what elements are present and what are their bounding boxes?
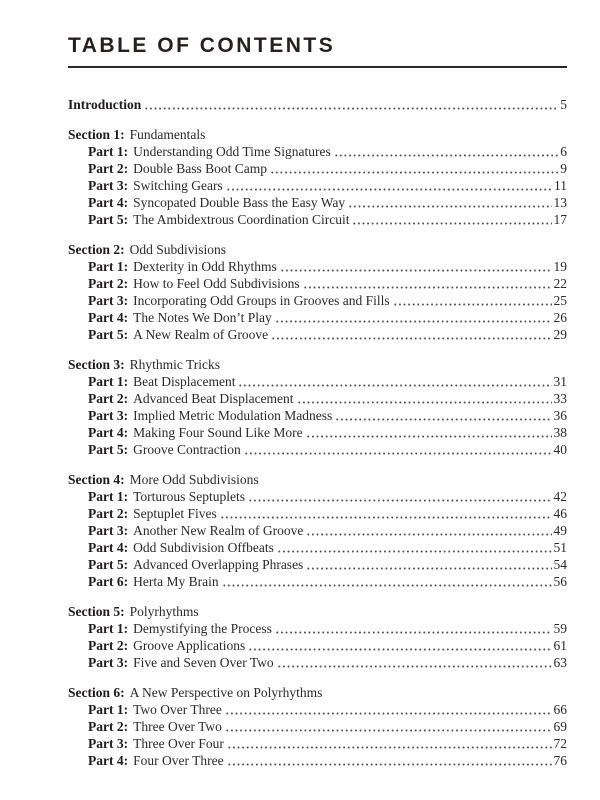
page-number: 29 <box>553 327 567 342</box>
part-title: Torturous Septuplets <box>133 489 246 504</box>
dot-leader <box>271 326 551 343</box>
page-number: 51 <box>553 540 567 555</box>
dot-leader <box>270 160 558 177</box>
title-rule <box>68 66 567 68</box>
dot-leader <box>275 309 552 326</box>
part-label: Part 1: <box>88 259 129 274</box>
part-title: Another New Realm of Groove <box>133 523 304 538</box>
page-number: 25 <box>553 293 567 308</box>
page-number: 69 <box>553 719 567 734</box>
part-label: Part 3: <box>88 736 129 751</box>
part-label: Part 5: <box>88 442 129 457</box>
part-title: Three Over Two <box>133 719 222 734</box>
page-number: 13 <box>553 195 567 210</box>
part-row <box>68 177 567 194</box>
part-row <box>68 701 567 718</box>
toc-intro-row <box>68 96 567 113</box>
page-number: 46 <box>553 506 567 521</box>
dot-leader <box>277 654 552 671</box>
part-label: Part 2: <box>88 391 129 406</box>
part-row <box>68 637 567 654</box>
part-title: Switching Gears <box>133 178 223 193</box>
toc-list <box>68 96 567 769</box>
dot-leader <box>244 441 552 458</box>
dot-leader <box>306 522 551 539</box>
part-title: Herta My Brain <box>133 574 219 589</box>
dot-leader <box>306 556 551 573</box>
dot-leader <box>352 211 551 228</box>
dot-leader <box>144 96 558 113</box>
part-title: Five and Seven Over Two <box>133 655 274 670</box>
page-number: 36 <box>553 408 567 423</box>
part-label: Part 2: <box>88 161 129 176</box>
part-label: Part 1: <box>88 621 129 636</box>
part-row <box>68 505 567 522</box>
dot-leader <box>334 143 559 160</box>
section-title: A New Perspective on Polyrhythms <box>129 685 323 700</box>
part-row <box>68 522 567 539</box>
part-title: Three Over Four <box>133 736 224 751</box>
page-number: 56 <box>553 574 567 589</box>
part-row <box>68 143 567 160</box>
part-label: Part 5: <box>88 212 129 227</box>
part-row <box>68 556 567 573</box>
page-number: 5 <box>560 97 567 112</box>
page-number: 49 <box>553 523 567 538</box>
section-header-row <box>68 356 567 373</box>
page-number: 59 <box>553 621 567 636</box>
part-label: Part 4: <box>88 425 129 440</box>
section-header-row <box>68 126 567 143</box>
dot-leader <box>303 275 552 292</box>
part-row <box>68 488 567 505</box>
part-label: Part 2: <box>88 719 129 734</box>
section-label: Section 1: <box>68 127 125 142</box>
part-title: Incorporating Odd Groups in Grooves and Fills <box>133 293 390 308</box>
part-label: Part 3: <box>88 655 129 670</box>
part-row <box>68 752 567 769</box>
dot-leader <box>348 194 551 211</box>
part-row <box>68 407 567 424</box>
dot-leader <box>220 505 552 522</box>
dot-leader <box>222 573 552 590</box>
part-label: Part 5: <box>88 327 129 342</box>
part-row <box>68 620 567 637</box>
page-number: 76 <box>553 753 567 768</box>
part-label: Part 1: <box>88 374 129 389</box>
part-row <box>68 211 567 228</box>
part-label: Part 4: <box>88 540 129 555</box>
part-title: Advanced Overlapping Phrases <box>133 557 304 572</box>
section-label: Section 5: <box>68 604 125 619</box>
part-row <box>68 258 567 275</box>
section-title: Odd Subdivisions <box>129 242 227 257</box>
part-label: Part 2: <box>88 276 129 291</box>
part-title: Making Four Sound Like More <box>133 425 303 440</box>
part-title: Groove Contraction <box>133 442 241 457</box>
page-number: 61 <box>553 638 567 653</box>
section-block <box>68 471 567 590</box>
dot-leader <box>227 752 552 769</box>
dot-leader <box>277 539 552 556</box>
part-label: Part 1: <box>88 489 129 504</box>
dot-leader <box>238 373 551 390</box>
part-label: Part 4: <box>88 195 129 210</box>
part-label: Part 2: <box>88 638 129 653</box>
part-title: Beat Displacement <box>133 374 236 389</box>
part-row <box>68 292 567 309</box>
section-header-row <box>68 241 567 258</box>
part-label: Part 1: <box>88 144 129 159</box>
part-title: Septuplet Fives <box>133 506 217 521</box>
toc-page <box>68 34 567 769</box>
section-title: Fundamentals <box>129 127 206 142</box>
part-title: How to Feel Odd Subdivisions <box>133 276 300 291</box>
dot-leader <box>226 177 552 194</box>
part-row <box>68 160 567 177</box>
page-number: 66 <box>553 702 567 717</box>
section-header-row <box>68 471 567 488</box>
part-row <box>68 373 567 390</box>
dot-leader <box>225 718 552 735</box>
part-title: Understanding Odd Time Signatures <box>133 144 331 159</box>
page-number: 33 <box>553 391 567 406</box>
dot-leader <box>306 424 552 441</box>
part-title: Groove Applications <box>133 638 246 653</box>
section-label: Section 6: <box>68 685 125 700</box>
page-number: 31 <box>553 374 567 389</box>
page-number: 22 <box>553 276 567 291</box>
part-row <box>68 573 567 590</box>
dot-leader <box>297 390 552 407</box>
part-label: Part 4: <box>88 753 129 768</box>
page-title: TABLE OF CONTENTS <box>68 34 336 57</box>
part-label: Part 1: <box>88 702 129 717</box>
part-row <box>68 326 567 343</box>
section-block <box>68 356 567 458</box>
part-title: The Notes We Don’t Play <box>133 310 272 325</box>
part-row <box>68 718 567 735</box>
section-block <box>68 603 567 671</box>
part-title: Syncopated Double Bass the Easy Way <box>133 195 346 210</box>
section-block <box>68 684 567 769</box>
page-number: 6 <box>560 144 567 159</box>
page-number: 42 <box>553 489 567 504</box>
part-title: The Ambidextrous Coordination Circuit <box>133 212 350 227</box>
part-label: Part 3: <box>88 293 129 308</box>
part-title: Advanced Beat Displacement <box>133 391 294 406</box>
page-number: 63 <box>553 655 567 670</box>
part-title: Demystifying the Process <box>133 621 272 636</box>
section-header-row <box>68 603 567 620</box>
part-label: Part 3: <box>88 523 129 538</box>
page-number: 11 <box>554 178 567 193</box>
section-label: Section 3: <box>68 357 125 372</box>
dot-leader <box>335 407 551 424</box>
part-row <box>68 654 567 671</box>
part-label: Part 4: <box>88 310 129 325</box>
part-title: Two Over Three <box>133 702 222 717</box>
part-row <box>68 539 567 556</box>
page-number: 17 <box>553 212 567 227</box>
part-row <box>68 735 567 752</box>
section-block <box>68 241 567 343</box>
section-title: Rhythmic Tricks <box>129 357 221 372</box>
page-number: 38 <box>553 425 567 440</box>
part-label: Part 3: <box>88 408 129 423</box>
section-label: Section 2: <box>68 242 125 257</box>
part-label: Part 6: <box>88 574 129 589</box>
part-title: A New Realm of Groove <box>133 327 269 342</box>
page-number: 26 <box>553 310 567 325</box>
dot-leader <box>280 258 552 275</box>
part-row <box>68 194 567 211</box>
part-title: Dexterity in Odd Rhythms <box>133 259 277 274</box>
part-row <box>68 275 567 292</box>
section-block <box>68 126 567 228</box>
part-label: Part 5: <box>88 557 129 572</box>
section-label: Section 4: <box>68 472 125 487</box>
section-title: More Odd Subdivisions <box>129 472 259 487</box>
part-row <box>68 441 567 458</box>
dot-leader <box>248 637 551 654</box>
part-title: Double Bass Boot Camp <box>133 161 267 176</box>
dot-leader <box>227 735 552 752</box>
page-number: 40 <box>553 442 567 457</box>
part-row <box>68 309 567 326</box>
page-number: 72 <box>553 736 567 751</box>
part-title: Four Over Three <box>133 753 224 768</box>
dot-leader <box>393 292 552 309</box>
dot-leader <box>225 701 552 718</box>
dot-leader <box>275 620 552 637</box>
section-header-row <box>68 684 567 701</box>
page-number: 19 <box>553 259 567 274</box>
section-title: Polyrhythms <box>129 604 199 619</box>
page-number: 9 <box>560 161 567 176</box>
part-label: Part 3: <box>88 178 129 193</box>
part-title: Odd Subdivision Offbeats <box>133 540 274 555</box>
part-label: Part 2: <box>88 506 129 521</box>
part-title: Implied Metric Modulation Madness <box>133 408 333 423</box>
intro-label: Introduction <box>68 97 142 112</box>
part-row <box>68 424 567 441</box>
page-number: 54 <box>553 557 567 572</box>
dot-leader <box>248 488 551 505</box>
part-row <box>68 390 567 407</box>
